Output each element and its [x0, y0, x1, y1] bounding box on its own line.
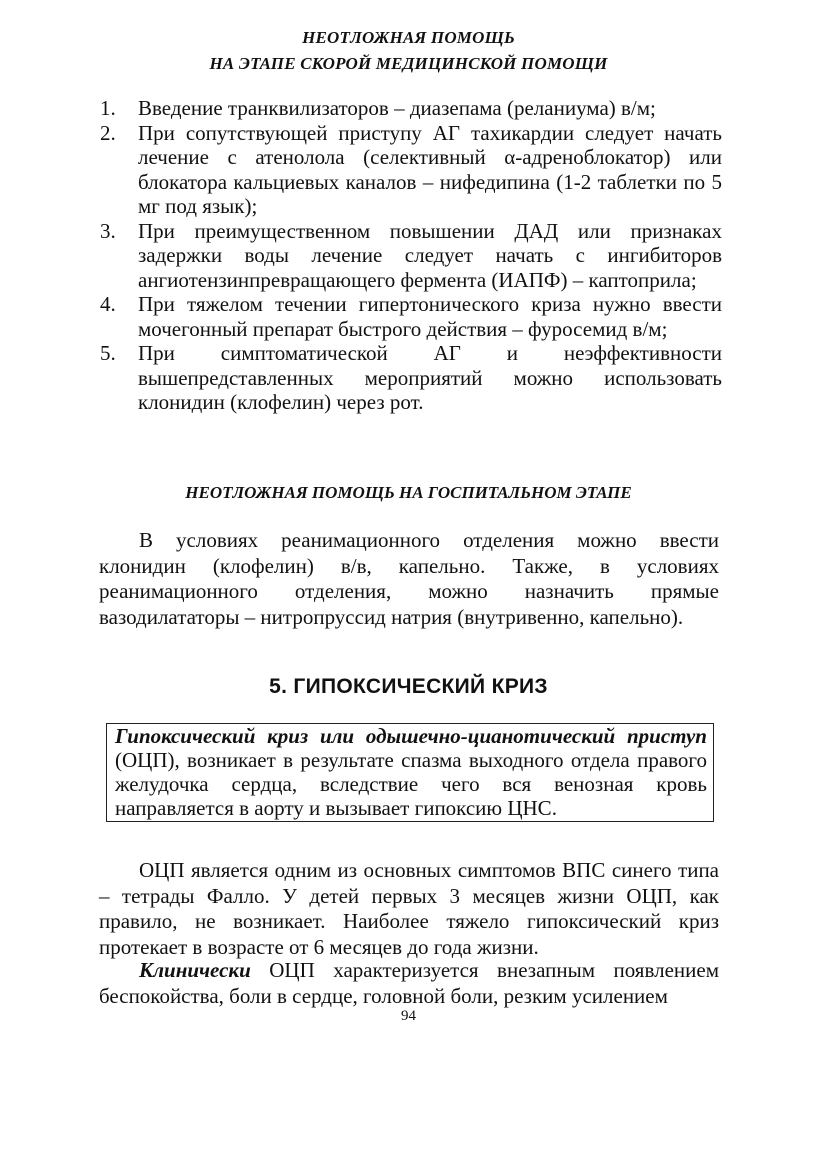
clinic-text: ОЦП характеризуется внезапным появлением беспокойства, боли в сердце, головной боли, резким усилением: [99, 958, 719, 1008]
prehospital-measures-list: [96, 96, 722, 415]
hospital-section-heading: НЕОТЛОЖНАЯ ПОМОЩЬ НА ГОСПИТАЛЬНОМ ЭТАПЕ: [185, 483, 632, 502]
page-number: 94: [401, 1008, 416, 1024]
list-item-text: При симптоматической АГ и неэффективности вышепредставленных мероприятий можно использовать клонидин (клофелин) через рот.: [138, 341, 722, 414]
list-item-text: Введение транквилизаторов – диазепама (реланиума) в/м;: [138, 96, 656, 120]
running-head-line-2: НА ЭТАПЕ СКОРОЙ МЕДИЦИНСКОЙ ПОМОЩИ: [209, 54, 608, 73]
list-item-number: 4.: [100, 292, 116, 316]
chapter-title: 5. ГИПОКСИЧЕСКИЙ КРИЗ: [269, 675, 548, 698]
ocp-paragraph: ОЦП является одним из основных симптомов ВПС синего типа – тетрады Фалло. У детей первых 3 месяцев жизни ОЦП, как правило, не возникает. Наиболее тяжело гипоксический криз протекает в возрасте от 6 месяцев до года жизни.: [99, 858, 719, 959]
list-item-number: 3.: [100, 218, 116, 243]
running-head-line-1: НЕОТЛОЖНАЯ ПОМОЩЬ: [302, 28, 515, 47]
list-item: [96, 341, 722, 415]
clinic-lead-word: Клинически: [139, 958, 251, 982]
list-item-text: При тяжелом течении гипертонического криза нужно ввести мочегонный препарат быстрого действия – фуросемид в/м;: [138, 292, 722, 341]
hospital-paragraph: В условиях реанимационного отделения можно ввести клонидин (клофелин) в/в, капельно. Также, в условиях реанимационного отделения, можно назначить прямые вазодилататоры – нитропруссид натрия (внутривенно, капельно).: [99, 528, 719, 629]
list-item: [96, 96, 722, 121]
list-item: [96, 219, 722, 293]
list-item-text: При преимущественном повышении ДАД или признаках задержки воды лечение следует начать с ингибиторов ангиотензинпревращающего фермента (ИАПФ) – каптоприла;: [138, 218, 722, 292]
definition-text: (ОЦП), возникает в результате спазма выходного отдела правого желудочка сердца, вследствие чего вся венозная кровь направляется в аорту и вызывает гипоксию ЦНС.: [115, 748, 707, 820]
definition-term: Гипоксический криз или одышечно-цианотический приступ: [115, 724, 707, 748]
list-item-number: 1.: [100, 96, 116, 120]
list-item-text: При сопутствующей приступу АГ тахикардии следует начать лечение с атенолола (селективный α-адреноблокатор) или блокатора кальциевых каналов – нифедипина (1-2 таблетки по 5 мг под язык);: [138, 120, 722, 218]
list-item: [96, 121, 722, 219]
list-item: [96, 292, 722, 341]
list-item-number: 2.: [100, 120, 116, 145]
clinic-paragraph: [99, 958, 719, 1009]
definition-box: [106, 723, 714, 822]
list-item-number: 5.: [100, 341, 116, 365]
